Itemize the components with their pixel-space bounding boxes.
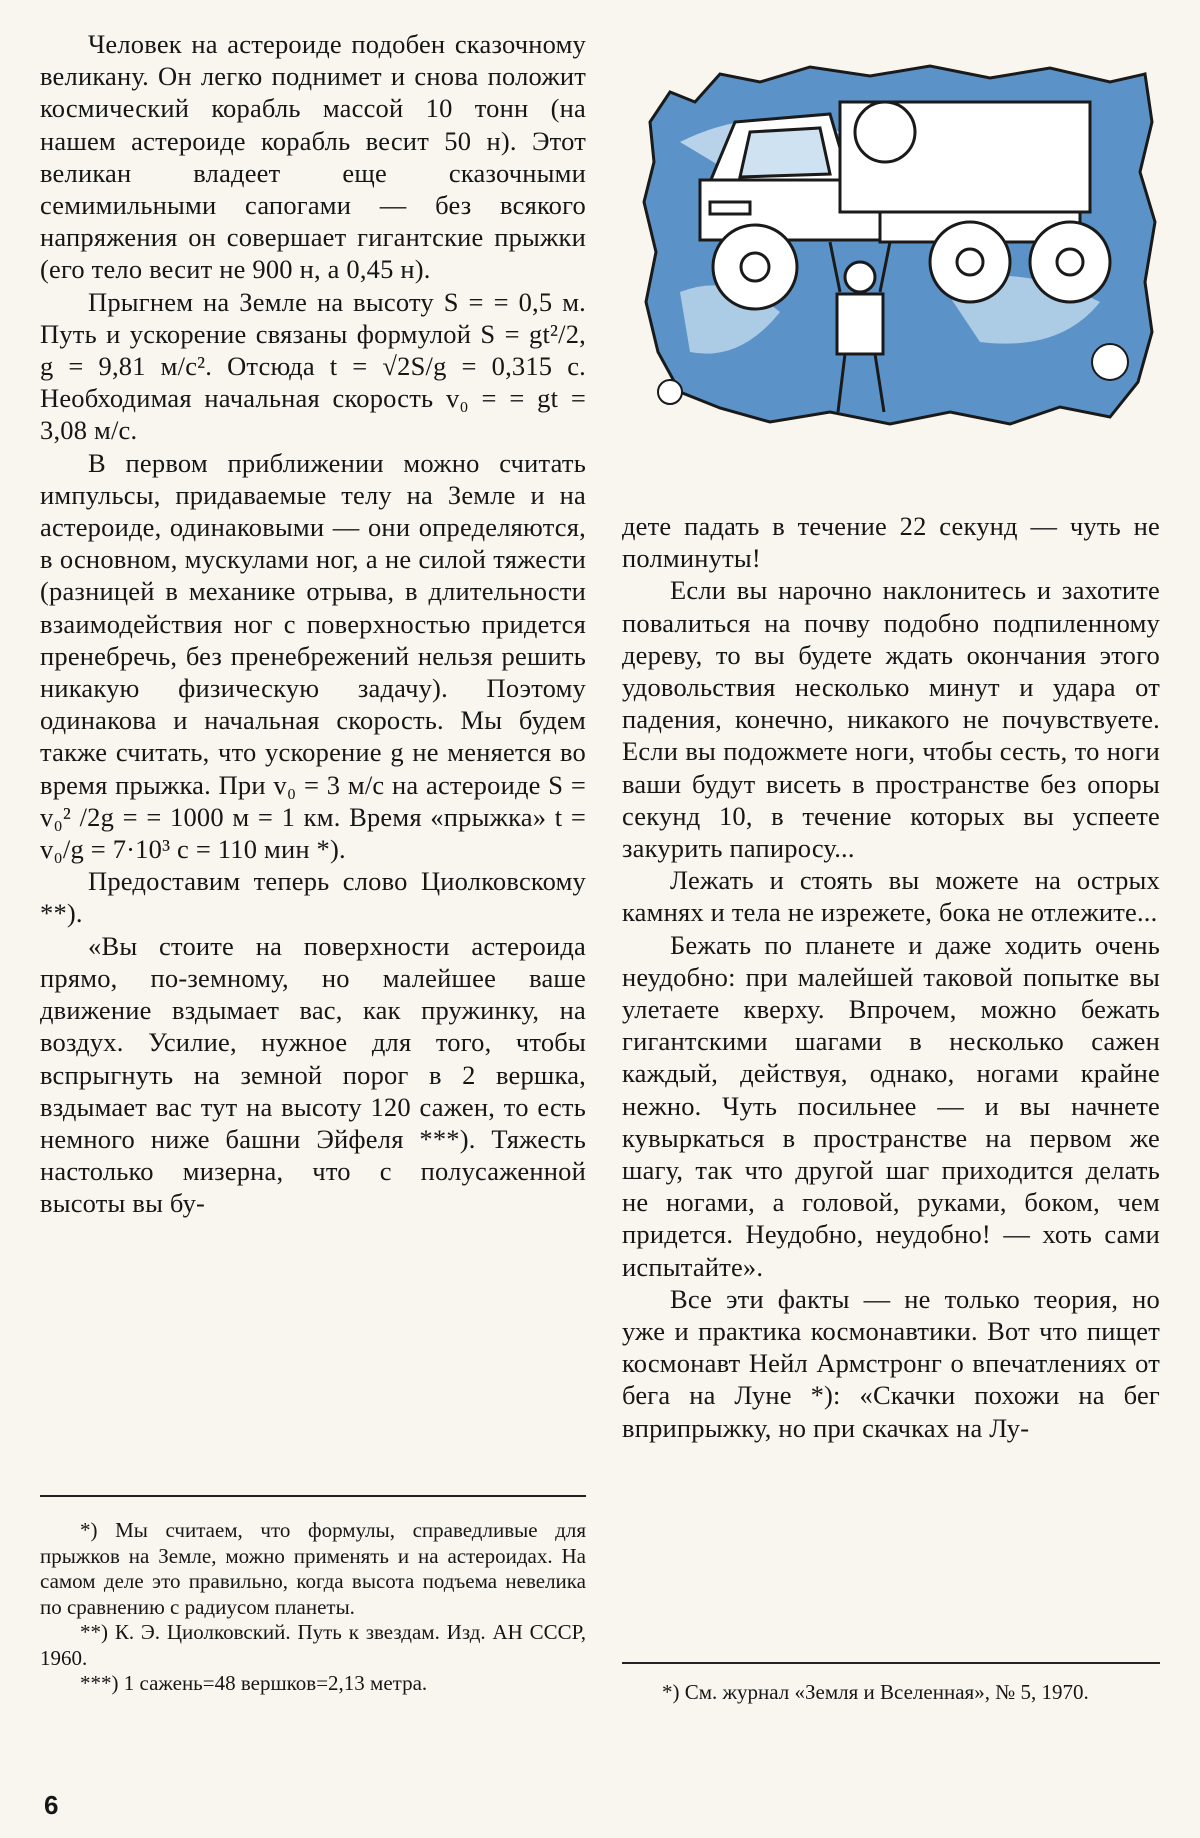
paragraph: дете падать в течение 22 секунд — чуть не полминуты! [622, 511, 1160, 574]
paragraph: Прыгнем на Земле на высоту S = = 0,5 м. Путь и ускорение связаны формулой S = gt²/2, g = 9,81 м/с². Отсюда t = √2S/g = 0,315 с. Необходимая начальная скорость v₀ = = gt = 3,08 м/с. [40, 286, 586, 446]
footnote: **) К. Э. Циолковский. Путь к звездам. Изд. АН СССР, 1960. [40, 1620, 586, 1670]
illustration-man-lifting-truck [640, 62, 1160, 432]
paragraph: Предоставим теперь слово Циолковскому **). [40, 866, 586, 929]
paragraph: «Вы стоите на поверхности астероида прямо, по-земному, но малейшее ваше движение вздымает вас, как пружинку, на воздух. Усилие, нужное для того, чтобы вспрыгнуть на земной порог в 2 вершка, вздымает вас тут на высоту 120 сажен, то есть немного ниже башни Эйфеля ***). Тяжесть настолько мизерна, что с полусаженной высоты вы бу- [40, 930, 586, 1219]
page-number: 6 [44, 1790, 59, 1820]
footnote-divider-left [40, 1495, 586, 1497]
right-column [622, 510, 1160, 1444]
footnote: *) Мы считаем, что формулы, справедливые для прыжков на Земле, можно применять и на астероидах. На самом деле это правильно, когда высота подъема невелика по сравнению с радиусом планеты. [40, 1518, 586, 1619]
paragraph: Если вы нарочно наклонитесь и захотите повалиться на почву подобно подпиленному дереву, то вы будете ждать окончания этого удовольствия несколько минут и удара от падения, конечно, никакого не почувствуете. Если вы подожмете ноги, чтобы сесть, то ноги ваши будут висеть в пространстве без опоры секунд 10, в течение которых вы успеете закурить папиросу... [622, 575, 1160, 864]
footnotes-right [622, 1680, 1160, 1706]
paragraph: В первом приближении можно считать импульсы, придаваемые телу на Земле и на астероиде, одинаковыми — они определяются, в основном, мускулами ног, а не силой тяжести (разницей в механике отрыва, в длительности взаимодействия ног с поверхностью придется пренебречь, без пренебрежений нельзя решить никакую физическую задачу). Поэтому одинакова и начальная скорость. Мы будем также считать, что ускорение g не меняется во время прыжка. При v₀ = 3 м/с на астероиде S = v₀² /2g = = 1000 м = 1 км. Время «прыжка» t = v₀/g = 7·10³ с = 110 мин *). [40, 447, 586, 865]
footnote: *) См. журнал «Земля и Вселенная», № 5, 1970. [662, 1680, 1089, 1704]
paragraph: Лежать и стоять вы можете на острых камнях и тела не изрежете, бока не отлежите... [622, 865, 1160, 928]
footnotes-left [40, 1518, 586, 1697]
paragraph: Все эти факты — не только теория, но уже и практика космонавтики. Вот что пищет космонавт Нейл Армстронг о впечатлениях от бега на Луне *): «Скачки похожи на бег вприпрыжку, но при скачках на Лу- [622, 1283, 1160, 1443]
left-column [40, 28, 586, 1220]
paragraph: Человек на астероиде подобен сказочному великану. Он легко поднимет и снова положит космический корабль массой 10 тонн (на нашем астероиде корабль весит 50 н). Этот великан владеет еще сказочными семимильными сапогами — без всякого напряжения он совершает гигантские прыжки (его тело весит не 900 н, а 0,45 н). [40, 29, 586, 285]
footnote-divider-right [622, 1662, 1160, 1664]
paragraph: Бежать по планете и даже ходить очень неудобно: при малейшей таковой попытке вы улетаете кверху. Впрочем, можно бежать гигантскими шагами в несколько сажен каждый, действуя, однако, ногами крайне нежно. Чуть посильнее — и вы начнете кувыркаться в пространстве на первом же шагу, так что другой шаг приходится делать не ногами, а головой, руками, боком, чем придется. Неудобно, неудобно! — хоть сами испытайте». [622, 929, 1160, 1282]
footnote: ***) 1 сажень=48 вершков=2,13 метра. [80, 1671, 428, 1695]
